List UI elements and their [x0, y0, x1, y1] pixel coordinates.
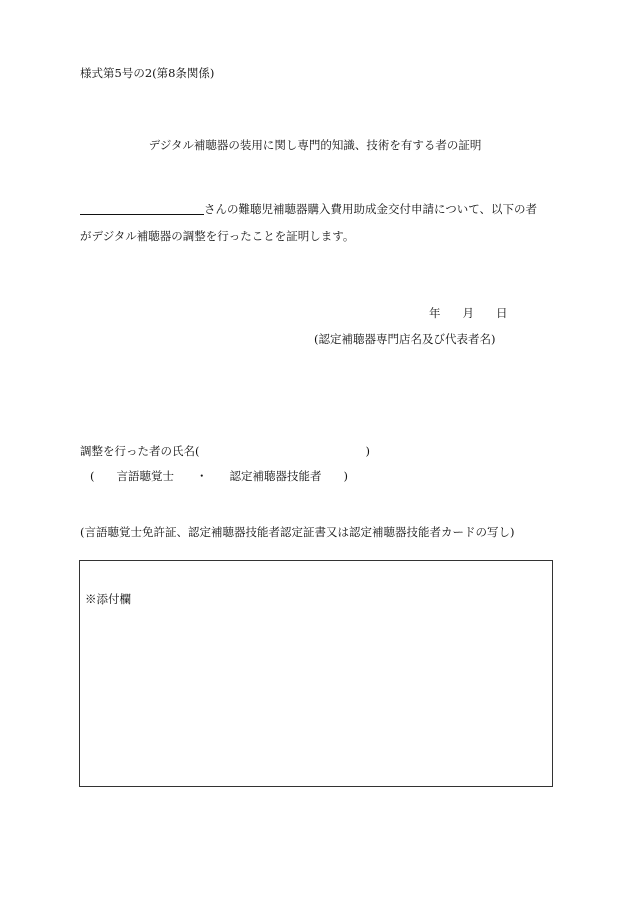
- date-day: 日: [496, 306, 508, 320]
- adjuster-name-label: 調整を行った者の氏名(: [80, 444, 200, 458]
- date-month: 月: [462, 306, 474, 320]
- form-number: 様式第5号の2(第8条関係): [80, 66, 215, 80]
- applicant-name-blank[interactable]: [80, 202, 204, 215]
- qualification-option-hearing-aid-technician[interactable]: 認定補聴器技能者: [229, 469, 322, 483]
- date-year: 年: [429, 306, 441, 320]
- qualification-line: [90, 471, 348, 483]
- adjuster-name-line: [80, 446, 370, 458]
- qualification-open: (: [90, 469, 95, 483]
- paragraph-line-1-text: さんの難聴児補聴器購入費用助成金交付申請について、以下の者: [204, 202, 538, 216]
- qualification-option-speech-therapist[interactable]: 言語聴覚士: [116, 469, 174, 483]
- store-name-label: (認定補聴器専門店名及び代表者名): [314, 332, 496, 346]
- attachment-box[interactable]: [79, 560, 553, 787]
- paragraph-line-2: がデジタル補聴器の調整を行ったことを証明します。: [80, 229, 355, 243]
- qualification-separator: ・: [196, 469, 208, 483]
- paragraph-line-1: [80, 202, 537, 216]
- attachment-note: (言語聴覚士免許証、認定補聴器技能者認定証書又は認定補聴器技能者カードの写し): [80, 525, 515, 539]
- date-line: [429, 308, 508, 320]
- adjuster-name-close: ): [365, 444, 370, 458]
- document-title: デジタル補聴器の装用に関し専門的知識、技術を有する者の証明: [148, 138, 482, 152]
- attachment-label: ※添付欄: [85, 592, 131, 606]
- qualification-close: ): [343, 469, 348, 483]
